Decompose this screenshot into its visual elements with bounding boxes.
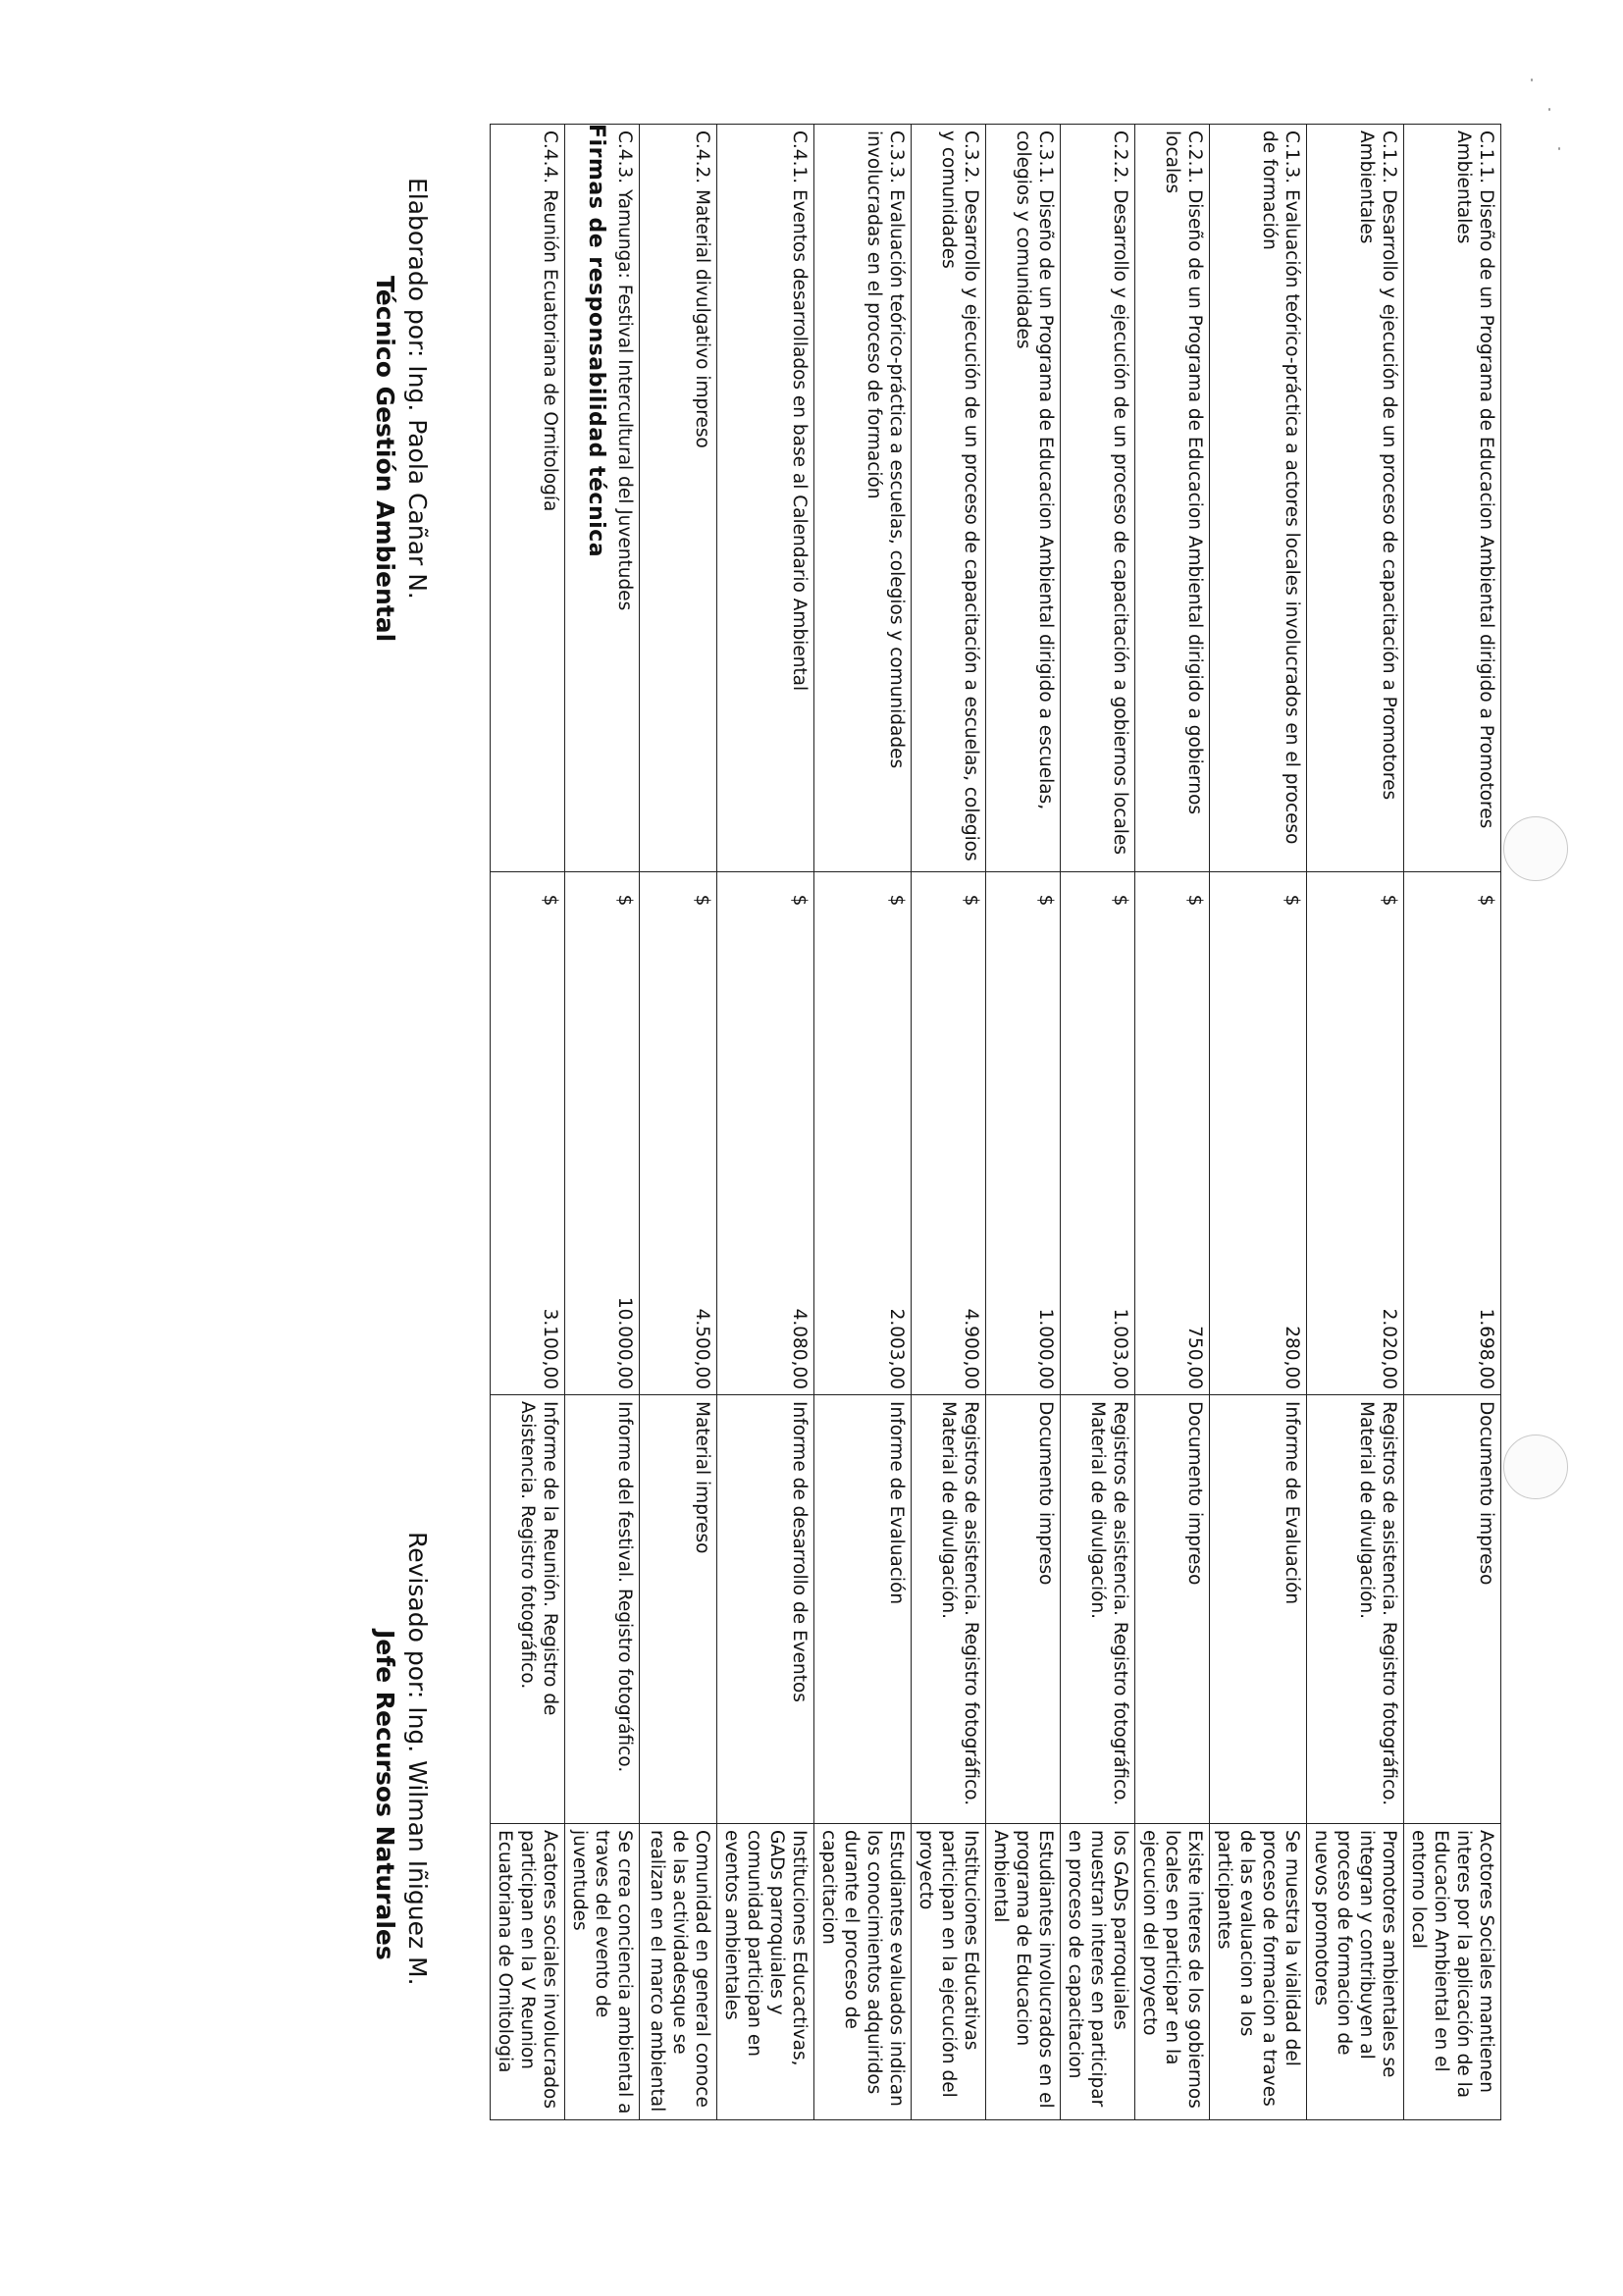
currency-cell: $ [912,872,986,928]
assumption-cell: Estudiantes evaluados indican los conocimientos adquiridos durante el proceso de capacitacion [814,1824,912,2120]
activity-cell: C.4.3. Yamunga: Festival Intercultural del Juventudes [565,125,640,872]
table-row [814,125,912,2120]
activity-cell: C.1.3. Evaluación teórico-práctica a actores locales involucrados en el proceso de formación [1210,125,1307,872]
verification-cell: Informe de desarrollo de Eventos [717,1395,814,1824]
amount-cell: 750,00 [1135,927,1210,1395]
prepared-by-line: Elaborado por: Ing. Paola Cañar N. [403,178,432,600]
amount-cell: 280,00 [1210,927,1307,1395]
verification-cell: Registros de asistencia. Registro fotográfico. Material de divulgación. [1061,1395,1135,1824]
table-row [986,125,1061,2120]
amount-cell: 10.000,00 [565,927,640,1395]
table-row [491,125,565,2120]
activity-cell: C.1.2. Desarrollo y ejecución de un proceso de capacitación a Promotores Ambientales [1307,125,1404,872]
currency-cell: $ [565,872,640,928]
assumption-cell: Se muestra la vialidad del proceso de formacion a traves de las evaluacion a los participantes [1210,1824,1307,2120]
assumption-cell: los GADs parroquiales muestran interes en participar en proceso de capacitacion [1061,1824,1135,2120]
table-row [1061,125,1135,2120]
table-row [640,125,717,2120]
activity-cell: C.2.2. Desarrollo y ejecución de un proceso de capacitación a gobiernos locales [1061,125,1135,872]
assumption-cell: Existe interes de los gobiernos locales en participar en la ejecucion del proyecto [1135,1824,1210,2120]
activity-cell: C.3.1. Diseño de un Programa de Educacion Ambiental dirigido a escuelas, colegios y comunidades [986,125,1061,872]
amount-cell: 1.698,00 [1404,927,1501,1395]
amount-cell: 1.003,00 [1061,927,1135,1395]
assumption-cell: Estudiantes involucrados en el programa de Educacion Ambiental [986,1824,1061,2120]
table-row [1210,125,1307,2120]
activity-cell: C.4.1. Eventos desarrollados en base al Calendario Ambiental [717,125,814,872]
currency-cell: $ [986,872,1061,928]
rotated-content [103,1,1595,2140]
verification-cell: Material impreso [640,1395,717,1824]
activity-cell: C.2.1. Diseño de un Programa de Educacion Ambiental dirigido a gobiernos locales [1135,125,1210,872]
signatures-title: Firmas de responsabilidad técnica [584,124,608,558]
table-row [1307,125,1404,2120]
amount-cell: 4.500,00 [640,927,717,1395]
verification-cell: Documento impreso [1135,1395,1210,1824]
currency-cell: $ [1061,872,1135,928]
table-row [912,125,986,2120]
verification-cell: Documento impreso [986,1395,1061,1824]
verification-cell: Informe de la Reunión. Registro de Asistencia. Registro fotográfico. [491,1395,565,1824]
assumption-cell: Acatores sociales involucrados participan en la V Reunion Ecuatoriana de Ornitologia [491,1824,565,2120]
verification-cell: Registros de asistencia. Registro fotográfico. Material de divulgación. [1307,1395,1404,1824]
assumption-cell: Promotores ambientales se integran y contribuyen al proceso de formacion de nuevos promotores [1307,1824,1404,2120]
verification-cell: Registros de asistencia. Registro fotográfico. Material de divulgación. [912,1395,986,1824]
currency-cell: $ [1307,872,1404,928]
reviewed-by-block [371,1532,432,1986]
assumption-cell: Comunidad en general conoce de las actividadesque se realizan en el marco ambiental [640,1824,717,2120]
table-row [1404,125,1501,2120]
currency-cell: $ [717,872,814,928]
prepared-by-role: Técnico Gestión Ambiental [371,276,399,643]
assumption-cell: Instituciones Educactivas, GADs parroquiales y comunidad participan en eventos ambientales [717,1824,814,2120]
amount-cell: 2.003,00 [814,927,912,1395]
currency-cell: $ [1135,872,1210,928]
verification-cell: Documento impreso [1404,1395,1501,1824]
reviewed-by-line: Revisado por: Ing. Wilman Iñiguez M. [403,1532,432,1986]
verification-cell: Informe de Evaluación [814,1395,912,1824]
assumption-cell: Acotores Sociales mantienen interes por la aplicación de la Educacion Ambiental en el entorno local [1404,1824,1501,2120]
activity-cell: C.3.2. Desarrollo y ejecución de un proceso de capacitación a escuelas, colegios y comunidades [912,125,986,872]
activity-cell: C.3.3. Evaluación teórico-práctica a escuelas, colegios y comunidades involucradas en el proceso de formación [814,125,912,872]
activity-cell: C.4.2. Material divulgativo impreso [640,125,717,872]
verification-cell: Informe de Evaluación [1210,1395,1307,1824]
amount-cell: 1.000,00 [986,927,1061,1395]
table-row [1135,125,1210,2120]
activity-cell: C.4.4. Reunión Ecuatoriana de Ornitología [491,125,565,872]
currency-cell: $ [491,872,565,928]
prepared-by-block [371,178,432,642]
currency-cell: $ [640,872,717,928]
currency-cell: $ [1210,872,1307,928]
activities-table [490,124,1501,2120]
assumption-cell: Instituciones Educativas participan en la ejecución del proyecto [912,1824,986,2120]
amount-cell: 4.900,00 [912,927,986,1395]
amount-cell: 4.080,00 [717,927,814,1395]
currency-cell: $ [1404,872,1501,928]
verification-cell: Informe del festival. Registro fotográfico. [565,1395,640,1824]
reviewed-by-role: Jefe Recursos Naturales [371,1630,399,1960]
table-row [717,125,814,2120]
amount-cell: 2.020,00 [1307,927,1404,1395]
activity-cell: C.1.1. Diseño de un Programa de Educacion Ambiental dirigido a Promotores Ambientales [1404,125,1501,872]
assumption-cell: Se crea conciencia ambiental a traves del evento de juventudes [565,1824,640,2120]
currency-cell: $ [814,872,912,928]
amount-cell: 3.100,00 [491,927,565,1395]
